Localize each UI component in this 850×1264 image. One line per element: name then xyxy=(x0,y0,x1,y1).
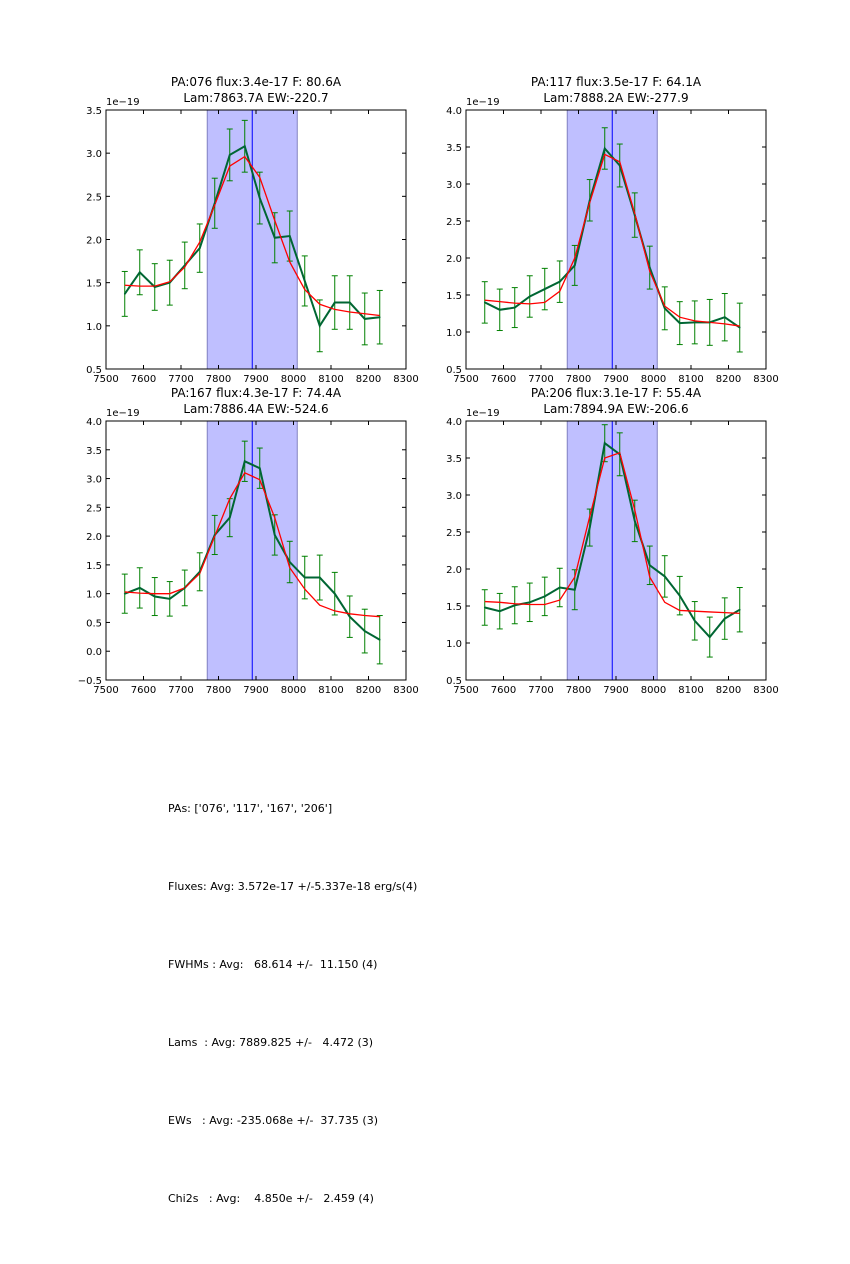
x-tick-label: 7900 xyxy=(603,374,629,385)
y-tick-label: 1.5 xyxy=(86,278,102,290)
subplot-3 xyxy=(78,386,419,696)
data-point xyxy=(544,288,546,290)
y-tick-label: 0.5 xyxy=(446,676,462,687)
data-point xyxy=(544,596,546,598)
data-point xyxy=(634,214,636,216)
y-tick-label: 3.5 xyxy=(86,445,102,457)
data-point xyxy=(514,307,516,309)
subplot-title: Lam:7894.9A EW:-206.6 xyxy=(543,402,689,416)
data-point xyxy=(214,202,216,204)
x-tick-label: 8200 xyxy=(715,374,742,385)
data-point xyxy=(664,308,666,310)
x-tick-label: 7700 xyxy=(168,685,194,696)
data-point xyxy=(184,587,186,589)
data-point xyxy=(289,561,291,563)
data-point xyxy=(679,322,681,324)
data-point xyxy=(604,148,606,150)
subplot-4 xyxy=(446,386,779,696)
y-tick-label: 2.0 xyxy=(86,235,102,247)
data-point xyxy=(694,322,696,324)
y-tick-label: −0.5 xyxy=(77,676,102,687)
x-tick-label: 7500 xyxy=(93,685,119,696)
data-point xyxy=(514,604,516,606)
stats-ews: EWs : Avg: -235.068e +/- 37.735 (3) xyxy=(168,1114,378,1127)
subplot-title: PA:167 flux:4.3e-17 F: 74.4A xyxy=(170,386,342,400)
y-tick-label: 4.0 xyxy=(446,417,462,428)
data-point xyxy=(229,517,231,519)
data-point xyxy=(229,154,231,156)
subplot-title: Lam:7886.4A EW:-524.6 xyxy=(183,402,329,416)
x-tick-label: 8200 xyxy=(715,685,742,696)
y-tick-label: 3.0 xyxy=(446,491,462,502)
y-offset-label: 1e−19 xyxy=(106,97,140,108)
x-tick-label: 7700 xyxy=(528,685,554,696)
x-tick-label: 7700 xyxy=(528,374,554,385)
data-point xyxy=(154,286,156,288)
y-tick-label: 2.0 xyxy=(86,532,102,544)
x-tick-label: 8300 xyxy=(393,374,419,385)
data-point xyxy=(169,282,171,284)
x-tick-label: 8100 xyxy=(678,374,704,385)
data-point xyxy=(679,595,681,597)
y-tick-label: 1.5 xyxy=(86,560,102,572)
data-point xyxy=(739,327,741,329)
data-point xyxy=(274,237,276,239)
y-tick-label: 3.0 xyxy=(86,149,102,161)
x-tick-label: 7800 xyxy=(565,374,592,385)
x-tick-label: 7800 xyxy=(205,374,232,385)
y-tick-label: 3.5 xyxy=(446,454,462,465)
x-tick-label: 8300 xyxy=(393,685,419,696)
data-point xyxy=(484,302,486,304)
subplot-title: PA:117 flux:3.5e-17 F: 64.1A xyxy=(530,75,702,89)
y-tick-label: 0.5 xyxy=(86,365,102,376)
x-tick-label: 7600 xyxy=(130,685,157,696)
data-point xyxy=(529,296,531,298)
x-tick-label: 7900 xyxy=(603,685,629,696)
subplot-title: PA:206 flux:3.1e-17 F: 55.4A xyxy=(530,386,702,400)
data-point xyxy=(619,454,621,456)
y-tick-label: 2.5 xyxy=(446,217,462,228)
y-tick-label: 2.5 xyxy=(86,503,102,515)
data-point xyxy=(619,165,621,167)
data-point xyxy=(574,589,576,591)
x-tick-label: 7600 xyxy=(490,685,517,696)
x-tick-label: 8000 xyxy=(280,685,307,696)
x-tick-label: 7600 xyxy=(130,374,157,385)
x-tick-label: 8100 xyxy=(318,685,344,696)
x-tick-label: 7700 xyxy=(168,374,194,385)
x-tick-label: 7900 xyxy=(243,374,269,385)
y-tick-label: 4.0 xyxy=(446,106,462,117)
data-point xyxy=(364,318,366,320)
stats-fluxes: Fluxes: Avg: 3.572e-17 +/-5.337e-18 erg/s(4) xyxy=(168,880,418,893)
x-tick-label: 8200 xyxy=(355,685,382,696)
x-tick-label: 7500 xyxy=(93,374,119,385)
subplot-title: PA:076 flux:3.4e-17 F: 80.6A xyxy=(170,75,342,89)
data-point xyxy=(604,442,606,444)
y-tick-label: 3.5 xyxy=(86,106,102,117)
y-tick-label: 2.0 xyxy=(446,565,462,576)
y-tick-label: 3.0 xyxy=(446,180,462,191)
data-point xyxy=(529,602,531,604)
data-point xyxy=(244,145,246,147)
data-point xyxy=(559,587,561,589)
subplot-2 xyxy=(446,75,779,385)
data-point xyxy=(139,272,141,274)
data-point xyxy=(589,199,591,201)
data-point xyxy=(259,197,261,199)
y-tick-label: 1.5 xyxy=(446,602,462,613)
data-point xyxy=(199,247,201,249)
y-tick-label: 2.5 xyxy=(86,192,102,204)
data-point xyxy=(274,534,276,536)
y-offset-label: 1e−19 xyxy=(106,408,140,419)
y-tick-label: 2.0 xyxy=(446,254,462,265)
x-tick-label: 7900 xyxy=(243,685,269,696)
data-point xyxy=(589,527,591,529)
y-tick-label: 1.0 xyxy=(86,589,102,601)
x-tick-label: 7600 xyxy=(490,374,517,385)
data-point xyxy=(559,281,561,283)
y-tick-label: 1.5 xyxy=(446,291,462,302)
data-point xyxy=(334,593,336,595)
data-point xyxy=(634,520,636,522)
data-point xyxy=(739,609,741,611)
data-point xyxy=(649,565,651,567)
summary-stats xyxy=(168,744,417,1264)
data-point xyxy=(724,618,726,620)
data-point xyxy=(259,467,261,469)
data-point xyxy=(244,460,246,462)
subplot-title: Lam:7863.7A EW:-220.7 xyxy=(183,91,329,105)
x-tick-label: 8200 xyxy=(355,374,382,385)
data-point xyxy=(319,577,321,579)
data-point xyxy=(694,620,696,622)
data-point xyxy=(484,607,486,609)
data-point xyxy=(379,316,381,318)
x-tick-label: 7500 xyxy=(453,374,479,385)
stats-fwhms: FWHMs : Avg: 68.614 +/- 11.150 (4) xyxy=(168,958,378,971)
x-tick-label: 8300 xyxy=(753,685,779,696)
x-tick-label: 7800 xyxy=(565,685,592,696)
data-point xyxy=(154,596,156,598)
y-tick-label: 0.0 xyxy=(86,647,102,659)
data-point xyxy=(304,577,306,579)
data-point xyxy=(349,302,351,304)
data-point xyxy=(709,322,711,324)
data-point xyxy=(349,616,351,618)
y-tick-label: 0.5 xyxy=(86,618,102,630)
data-point xyxy=(709,636,711,638)
data-point xyxy=(139,587,141,589)
y-tick-label: 1.0 xyxy=(446,639,462,650)
y-tick-label: 1.0 xyxy=(86,321,102,333)
x-tick-label: 7800 xyxy=(205,685,232,696)
data-point xyxy=(364,630,366,632)
y-tick-label: 0.5 xyxy=(446,365,462,376)
y-tick-label: 1.0 xyxy=(446,328,462,339)
y-tick-label: 3.0 xyxy=(86,474,102,486)
data-point xyxy=(574,265,576,267)
y-tick-label: 3.5 xyxy=(446,143,462,154)
y-tick-label: 4.0 xyxy=(86,417,102,428)
y-tick-label: 2.5 xyxy=(446,528,462,539)
data-point xyxy=(334,302,336,304)
data-point xyxy=(214,534,216,536)
data-point xyxy=(304,280,306,282)
data-point xyxy=(724,316,726,318)
x-tick-label: 8100 xyxy=(318,374,344,385)
data-point xyxy=(184,265,186,267)
x-tick-label: 8000 xyxy=(640,685,667,696)
x-tick-label: 8000 xyxy=(280,374,307,385)
data-point xyxy=(649,267,651,269)
data-point xyxy=(664,576,666,578)
stats-lams: Lams : Avg: 7889.825 +/- 4.472 (3) xyxy=(168,1036,374,1049)
data-point xyxy=(169,598,171,600)
y-offset-label: 1e−19 xyxy=(466,408,500,419)
x-tick-label: 8000 xyxy=(640,374,667,385)
subplot-title: Lam:7888.2A EW:-277.9 xyxy=(543,91,689,105)
data-point xyxy=(499,309,501,311)
stats-pas: PAs: ['076', '117', '167', '206'] xyxy=(168,802,333,815)
data-point xyxy=(319,325,321,327)
x-tick-label: 8100 xyxy=(678,685,704,696)
data-point xyxy=(124,593,126,595)
data-point xyxy=(499,610,501,612)
data-point xyxy=(289,235,291,237)
data-point xyxy=(124,293,126,295)
subplot-1 xyxy=(86,75,419,385)
x-tick-label: 7500 xyxy=(453,685,479,696)
x-tick-label: 8300 xyxy=(753,374,779,385)
data-point xyxy=(199,571,201,573)
y-offset-label: 1e−19 xyxy=(466,97,500,108)
stats-chi2s: Chi2s : Avg: 4.850e +/- 2.459 (4) xyxy=(168,1192,374,1205)
data-point xyxy=(379,639,381,641)
